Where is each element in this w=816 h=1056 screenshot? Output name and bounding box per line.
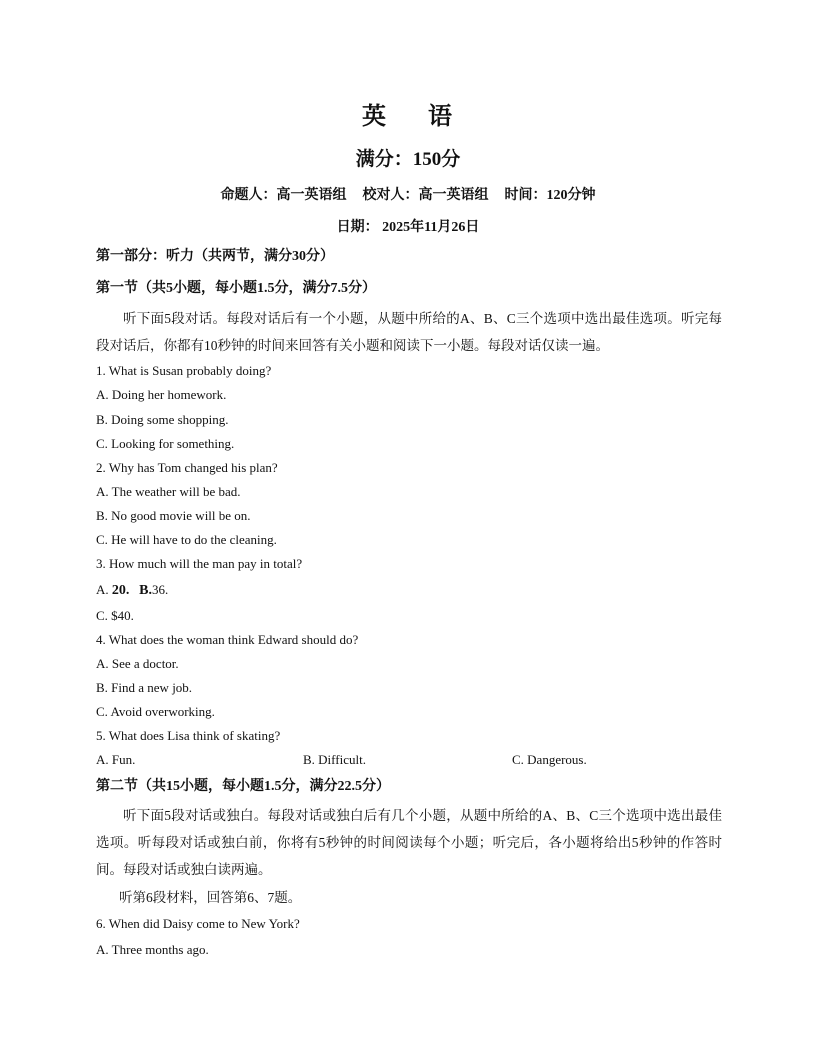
q1-option-a: A. Doing her homework.: [96, 387, 227, 402]
q3-option-c: C. $40.: [96, 608, 134, 623]
q2-option-a: A. The weather will be bad.: [96, 484, 241, 499]
question-1: 1. What is Susan probably doing?: [96, 363, 272, 378]
q2-option-b: B. No good movie will be on.: [96, 508, 251, 523]
q4-option-a: A. See a doctor.: [96, 656, 179, 671]
q3-option-b-prefix: B.: [139, 583, 152, 598]
q3-option-a-prefix: A.: [96, 582, 109, 597]
q4-option-b: B. Find a new job.: [96, 680, 193, 695]
q6-option-a: A. Three months ago.: [96, 942, 209, 957]
subject-title: [0, 96, 816, 131]
subject-char-2: 语: [428, 104, 454, 130]
section1-title: 第一节（共5小题，每小题1.5分，满分7.5分）: [96, 281, 376, 296]
question-3: 3. How much will the man pay in total?: [96, 556, 303, 571]
question-6: 6. When did Daisy come to New York?: [96, 916, 300, 931]
section2-instructions: 听下面5段对话或独白。每段对话或独白后有几个小题，从题中所给的A、B、C三个选项中选出最佳选项。听每段对话或独白前，你将有5秒钟的时间阅读每个小题；听完后，各小题将给出5秒钟的作答时间。每段对话或独白读两遍。: [96, 808, 722, 877]
material-note: 听第6段材料，回答第6、7题。: [119, 890, 302, 905]
q3-option-a-value: 20.: [111, 583, 130, 598]
exam-date: 日期： 2025年11月26日: [336, 220, 480, 235]
q3-option-b-value: 36.: [151, 582, 169, 597]
q3-options-ab: [96, 581, 726, 600]
q5-option-b: B. Difficult.: [303, 752, 366, 767]
exam-time: 时间：120分钟: [504, 188, 596, 203]
part1-title: 第一部分：听力（共两节，满分30分）: [96, 249, 334, 264]
subject-char-1: 英: [362, 104, 388, 130]
q5-option-a: A. Fun.: [96, 752, 136, 767]
q1-option-c: C. Looking for something.: [96, 436, 235, 451]
question-2: 2. Why has Tom changed his plan?: [96, 460, 278, 475]
author: 命题人：高一英语组: [220, 188, 347, 203]
q5-options: [96, 751, 726, 769]
section2-title: 第二节（共15小题，每小题1.5分，满分22.5分）: [96, 779, 390, 794]
proofreader: 校对人：高一英语组: [362, 188, 489, 203]
q2-option-c: C. He will have to do the cleaning.: [96, 532, 277, 547]
question-5: 5. What does Lisa think of skating?: [96, 728, 281, 743]
q5-option-c: C. Dangerous.: [512, 752, 587, 767]
section1-instructions: 听下面5段对话。每段对话后有一个小题，从题中所给的A、B、C三个选项中选出最佳选项。听完每段对话后，你都有10秒钟的时间来回答有关小题和阅读下一小题。每段对话仅读一遍。: [96, 311, 722, 353]
q4-option-c: C. Avoid overworking.: [96, 704, 215, 719]
q1-option-b: B. Doing some shopping.: [96, 412, 229, 427]
full-score: 满分：150分: [355, 149, 461, 170]
question-4: 4. What does the woman think Edward should do?: [96, 632, 359, 647]
exam-meta: [0, 184, 816, 204]
